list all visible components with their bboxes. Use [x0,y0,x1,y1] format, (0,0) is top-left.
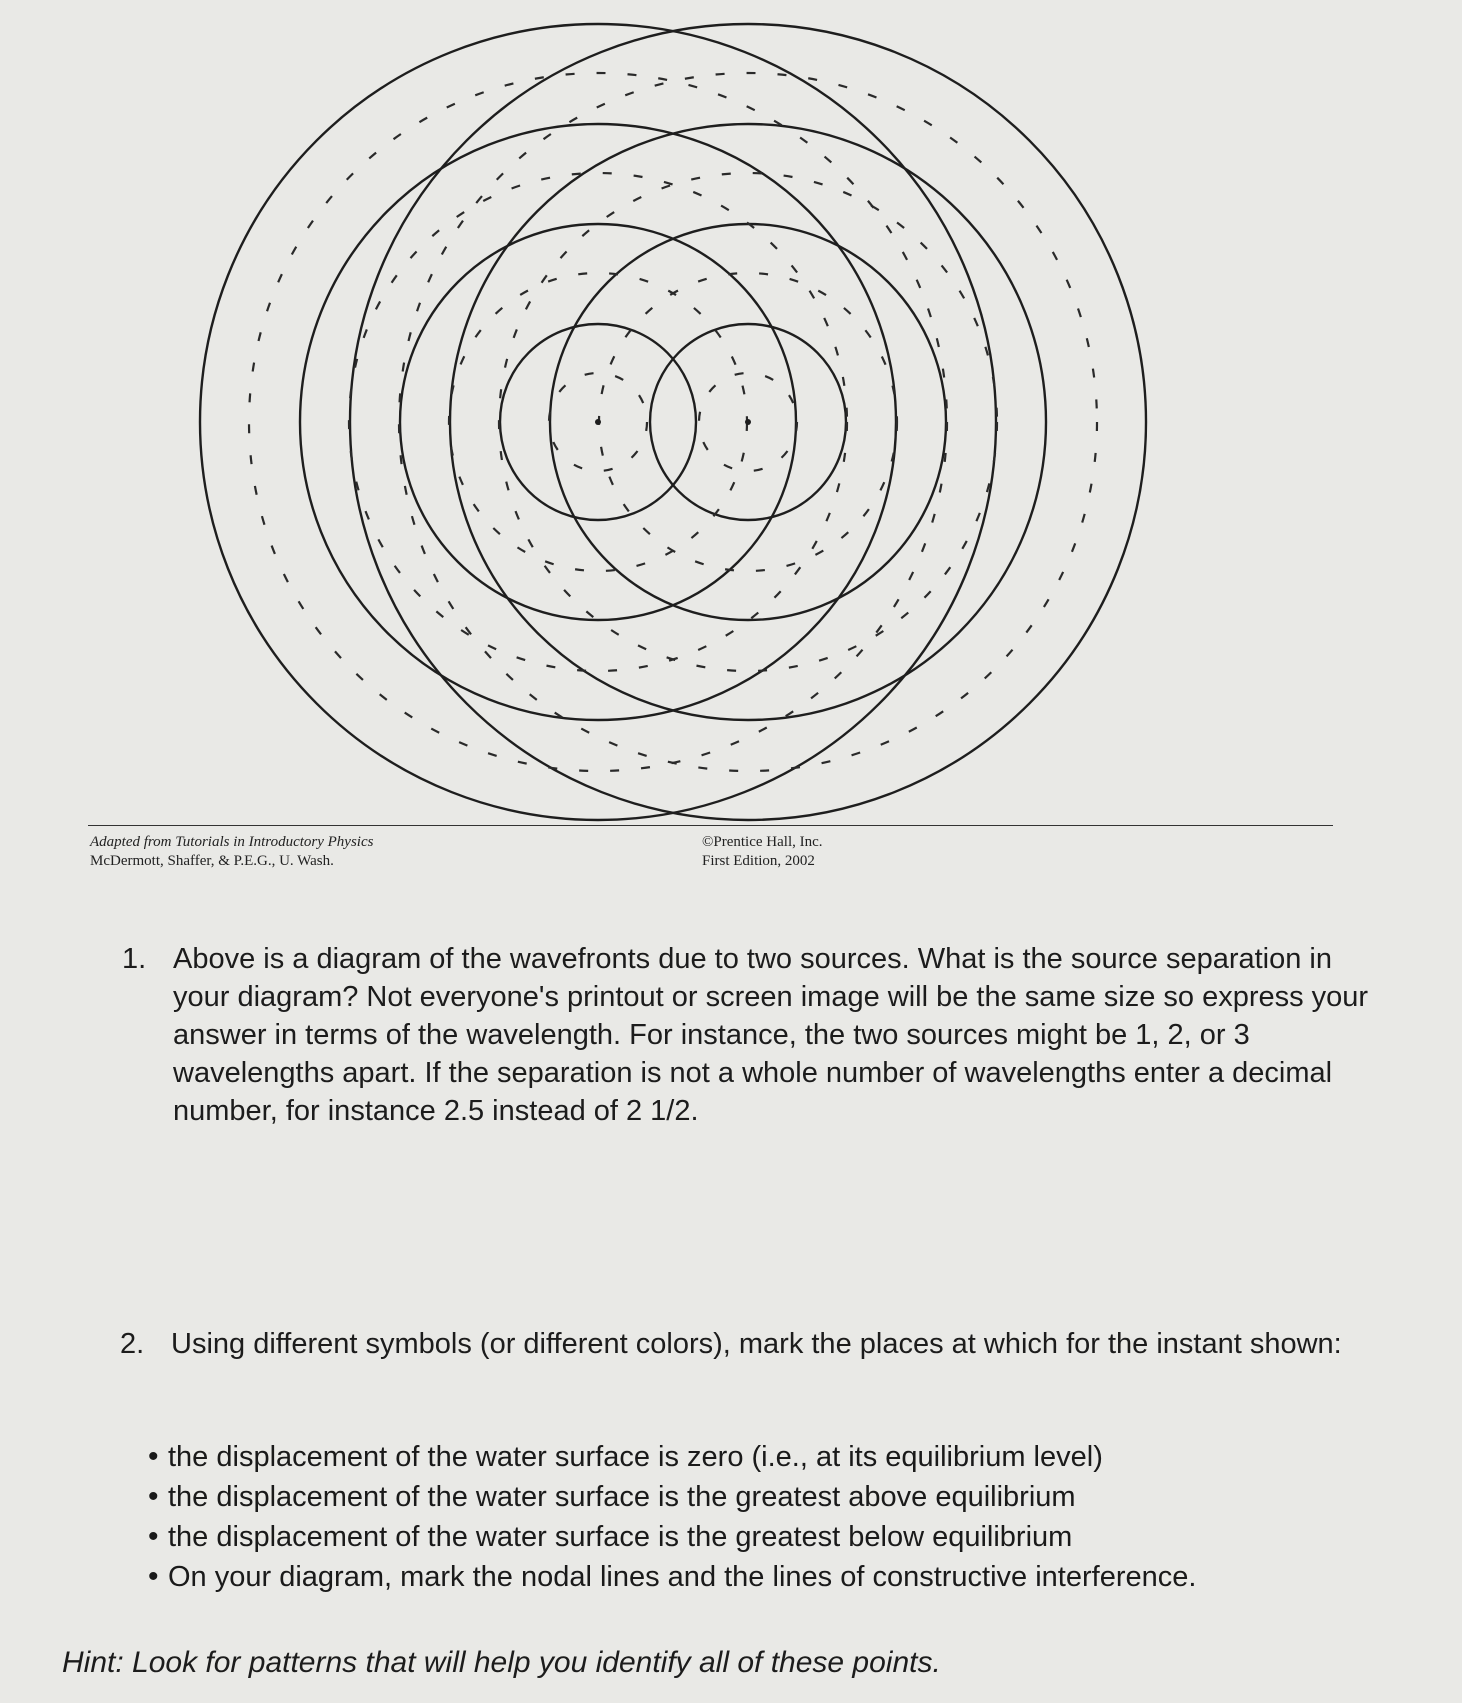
wavefront-diagram [0,0,1462,830]
list-item: • the displacement of the water surface is zero (i.e., at its equilibrium level) [148,1437,1196,1477]
list-item: • On your diagram, mark the nodal lines and the lines of constructive interference. [148,1557,1196,1597]
credit-edition: First Edition, 2002 [702,853,815,869]
question-2-number: 2. [120,1328,145,1360]
question-1-number: 1. [122,943,147,975]
credit-divider [88,825,1333,826]
list-item: • the displacement of the water surface is the greatest below equilibrium [148,1517,1196,1557]
hint-text: Hint: Look for patterns that will help you identify all of these points. [62,1646,941,1679]
source-point-b [745,419,751,425]
credit-book-title: Adapted from Tutorials in Introductory Physics [90,834,374,850]
source-point-a [595,419,601,425]
credit-publisher [702,833,823,871]
instruction-list [148,1437,1196,1597]
credit-copyright: ©Prentice Hall, Inc. [702,834,823,850]
question-1-text: Above is a diagram of the wavefronts due to two sources. What is the source separation in your diagram? Not everyone's printout or screen image will be the same size so express your answer in terms of the wavelength. For instance, the two sources might be 1, 2, or 3 wavelengths apart. If the separation is not a whole number of wavelengths enter a decimal number, for instance 2.5 instead of 2 1/2. [173,943,1369,1127]
credit-authors: McDermott, Shaffer, & P.E.G., U. Wash. [90,853,334,869]
credit-source [90,833,373,871]
question-2-text: Using different symbols (or different colors), mark the places at which for the instant shown: [171,1328,1342,1360]
list-item: • the displacement of the water surface is the greatest above equilibrium [148,1477,1196,1517]
